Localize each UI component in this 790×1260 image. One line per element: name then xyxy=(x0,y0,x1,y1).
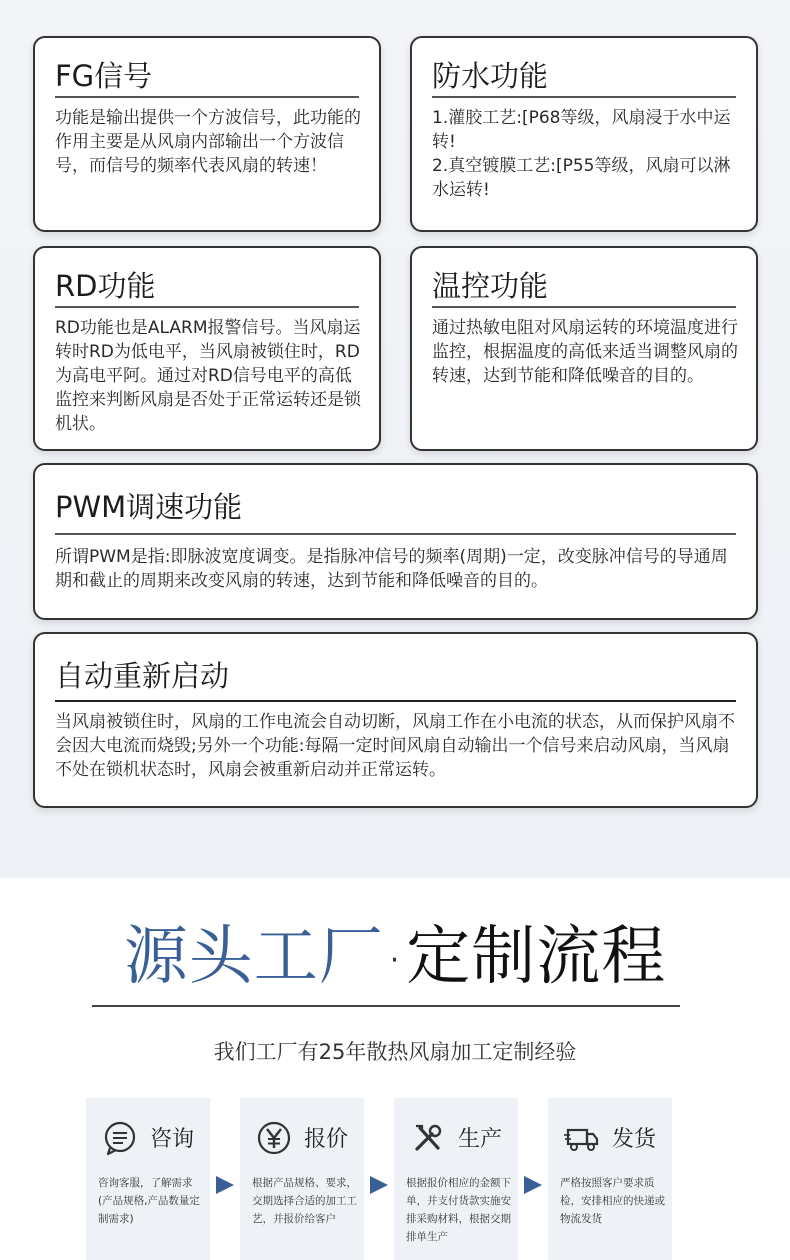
title-divider xyxy=(432,96,736,98)
feature-title: PWM调速功能 xyxy=(55,490,243,524)
step-production xyxy=(394,1098,518,1260)
step-desc: 咨询客服，了解需求(产品规格,产品数量定制需求) xyxy=(98,1177,200,1225)
arrow-right-icon xyxy=(524,1176,542,1194)
feature-text xyxy=(432,106,738,202)
title-divider xyxy=(55,533,736,535)
step-desc: 根据报价相应的金额下单，并支付货款实施安排采购材料，根据交期排单生产 xyxy=(406,1177,511,1243)
feature-text: 所谓PWM是指:即脉波宽度调变。是指脉冲信号的频率(周期)一定，改变脉冲信号的导通周期和截止的周期来改变风扇的转速，达到节能和降低噪音的目的。 xyxy=(55,547,728,591)
chat-bubble-icon xyxy=(102,1120,138,1156)
title-divider xyxy=(55,96,359,98)
feature-title: FG信号 xyxy=(55,59,153,93)
feature-text: 当风扇被锁住时，风扇的工作电流会自动切断，风扇工作在小电流的状态，从而保护风扇不会因大电流而烧毁;另外一个功能:每隔一定时间风扇自动输出一个信号来启动风扇，当风扇不处在锁机状态时，风扇会被重新启动并正常运转。 xyxy=(55,712,735,780)
feature-card-pwm xyxy=(33,463,758,620)
feature-card-rd xyxy=(33,246,381,451)
waterproof-line-1: 1.灌胶工艺:[P68等级，风扇浸于水中运转! xyxy=(432,108,731,152)
step-desc: 严格按照客户要求质检，安排相应的快递或物流发货 xyxy=(560,1177,665,1225)
title-divider xyxy=(55,700,736,702)
step-label: 报价 xyxy=(304,1127,349,1152)
feature-card-fg xyxy=(33,36,381,232)
arrow-right-icon xyxy=(370,1176,388,1194)
feature-title: 自动重新启动 xyxy=(55,659,230,693)
waterproof-line-2: 2.真空镀膜工艺:[P55等级，风扇可以淋水运转! xyxy=(432,156,731,200)
process-subtitle: 我们工厂有25年散热风扇加工定制经验 xyxy=(213,1040,577,1064)
step-delivery xyxy=(548,1098,672,1260)
yen-coin-icon xyxy=(256,1120,292,1156)
feature-text: 通过热敏电阻对风扇运转的环境温度进行监控，根据温度的高低来适当调整风扇的转速，达到节能和降低噪音的目的。 xyxy=(432,318,738,386)
feature-card-temperature xyxy=(410,246,758,451)
step-label: 发货 xyxy=(612,1127,657,1152)
title-divider xyxy=(432,306,736,308)
feature-card-auto-restart xyxy=(33,632,758,808)
step-label: 生产 xyxy=(458,1127,503,1152)
feature-title: RD功能 xyxy=(55,269,156,303)
title-divider xyxy=(55,306,359,308)
heading-black-part: 定制流程 xyxy=(406,920,667,994)
arrow-right-icon xyxy=(216,1176,234,1194)
tools-icon xyxy=(410,1120,446,1156)
heading-divider xyxy=(92,1005,680,1007)
step-consult xyxy=(86,1098,210,1260)
heading-dot: · xyxy=(389,942,401,978)
process-heading xyxy=(0,905,790,997)
delivery-truck-icon xyxy=(564,1120,600,1156)
step-label: 咨询 xyxy=(150,1127,195,1152)
feature-text: 功能是输出提供一个方波信号，此功能的作用主要是从风扇内部输出一个方波信号，而信号的频率代表风扇的转速！ xyxy=(55,108,361,176)
feature-title: 防水功能 xyxy=(432,59,549,93)
step-quote xyxy=(240,1098,364,1260)
step-desc: 根据产品规格、要求，交期选择合适的加工工艺，并报价给客户 xyxy=(252,1177,357,1225)
feature-title: 温控功能 xyxy=(432,269,549,303)
feature-text: RD功能也是ALARM报警信号。当风扇运转时RD为低电平，当风扇被锁住时，RD为高电平阿。通过对RD信号电平的高低监控来判断风扇是否处于正常运转还是锁机状。 xyxy=(55,318,361,434)
feature-card-waterproof xyxy=(410,36,758,232)
heading-blue-part: 源头工厂 xyxy=(123,920,384,994)
